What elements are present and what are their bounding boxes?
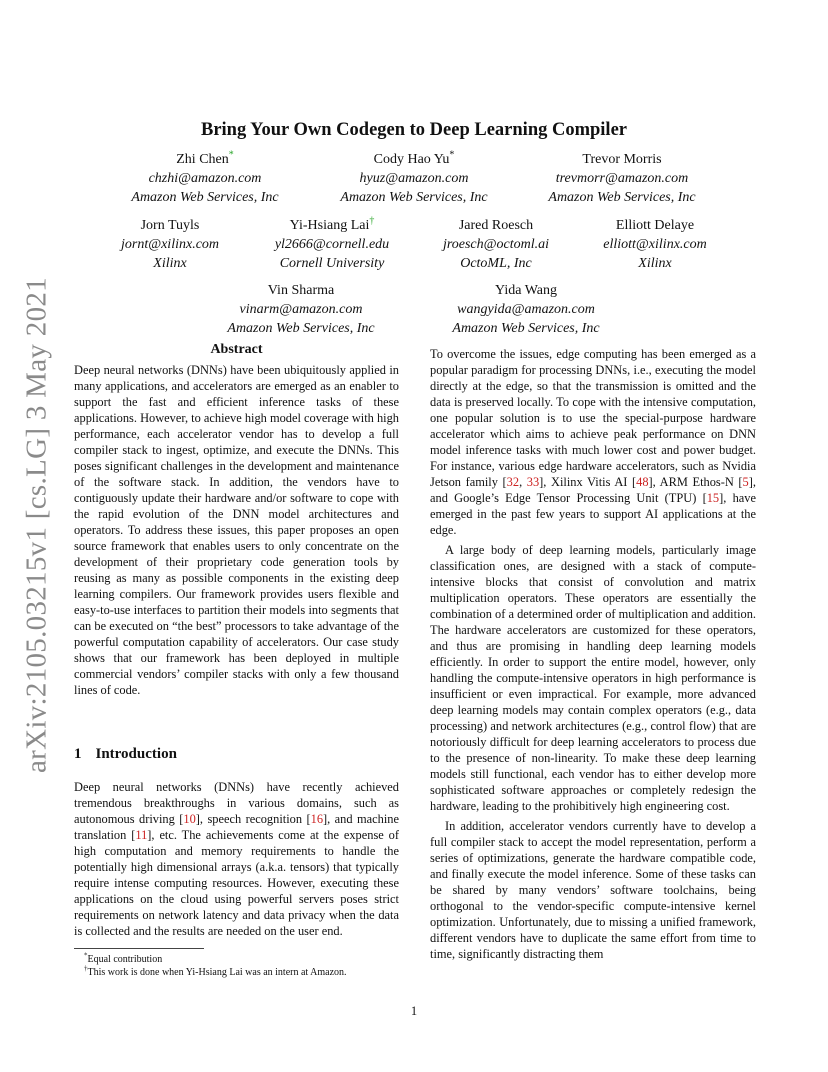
- section-title: Introduction: [95, 746, 177, 762]
- citation-link[interactable]: 32: [506, 475, 520, 489]
- author-name: Yi-Hsiang Lai†: [289, 215, 375, 233]
- citation-link[interactable]: 5: [742, 475, 749, 489]
- author-block: [191, 281, 411, 338]
- author-name: Cody Hao Yu*: [373, 149, 455, 167]
- author-email: trevmorr@amazon.com: [555, 171, 689, 186]
- author-affiliation: Xilinx: [153, 256, 187, 271]
- citation-link[interactable]: 16: [310, 812, 324, 826]
- author-email: vinarm@amazon.com: [239, 302, 363, 317]
- abstract-body: [74, 362, 399, 698]
- citation-link[interactable]: 10: [183, 812, 196, 826]
- arxiv-sidebar-stamp: [14, 277, 60, 773]
- author-email: chzhi@amazon.com: [148, 171, 262, 186]
- author-block: [304, 150, 524, 207]
- author-email: yl2666@cornell.edu: [274, 237, 390, 252]
- author-name: Vin Sharma: [267, 283, 335, 298]
- author-email: jornt@xilinx.com: [120, 237, 220, 252]
- paper-title: Bring Your Own Codegen to Deep Learning Compiler: [200, 120, 627, 140]
- body-paragraph: A large body of deep learning models, particularly image classification ones, are designed with a stack of compute-intensive blocks that consist of convolution and matrix multiplication operators. These operators are essentially the combination of a determined order of multiplication and addition. The hardware accelerators are customized for these operators, and thus are promising in handling deep learning models efficiently. In order to support the entire model, however, only handling the compute-intensive operators in high performance is insufficient or even impractical. For example, more advanced deep learning models may contain complex operators (e.g., data processing) and network architectures (e.g., control flow) that are notoriously difficult for deep learning accelerators to process due to the presence of non-linearity. To make these deep learning models still functional, each vendor has to either develop more sophisticated software approaches or completely redesign the hardware, leading to the prohibitively high engineering cost.: [430, 543, 756, 813]
- author-name: Yida Wang: [495, 283, 557, 298]
- author-block: [416, 281, 636, 338]
- footnote-divider: [74, 948, 204, 949]
- citation-link[interactable]: 15: [706, 491, 720, 505]
- author-affiliation: Amazon Web Services, Inc: [548, 190, 696, 205]
- citation-link[interactable]: 33: [526, 475, 540, 489]
- author-email: hyuz@amazon.com: [359, 171, 469, 186]
- section-number: 1: [74, 746, 82, 762]
- footnote: †This work is done when Yi-Hsiang Lai was an intern at Amazon.: [84, 964, 347, 978]
- intro-paragraph: Deep neural networks (DNNs) have recently achieved tremendous breakthroughs in various domains, such as autonomous driving [10], speech recognition [16], and machine translation [11], etc. The achievements come at the expense of high computation and memory requirements to handle the potentially high dimensional arrays (a.k.a. tensors) that typically require intense computing resources. However, executing these applications on the cloud using powerful servers poses strict requirements on network latency and data privacy when the data is collected and the results are needed on the user end.: [74, 780, 400, 938]
- citation-link[interactable]: 11: [135, 828, 148, 842]
- author-block: [512, 150, 732, 207]
- author-name: Zhi Chen*: [176, 149, 234, 167]
- author-block: [545, 216, 765, 273]
- section-heading: [74, 746, 177, 763]
- abstract-heading: Abstract: [210, 342, 263, 357]
- author-block: [95, 150, 315, 207]
- intro-body: [74, 779, 399, 939]
- body-paragraph: To overcome the issues, edge computing has been emerged as a popular paradigm for processing DNNs, i.e., executing the model directly at the edge, so that the transmission is omitted and the data is preserved locally. To cope with the intensive computation, one popular solution is to use the special-purpose hardware accelerator which aims to achieve peak performance on DNN model inference tasks with much lower cost and power budget. For instance, various edge hardware accelerators, such as Nvidia Jetson family [32, 33], Xilinx Vitis AI [48], ARM Ethos-N [5], and Google’s Edge Tensor Processing Unit (TPU) [15], have emerged in the past few years to support AI applications at the edge.: [430, 347, 756, 537]
- author-name: Jorn Tuyls: [140, 218, 200, 233]
- author-affiliation: Cornell University: [279, 256, 385, 271]
- author-affiliation: Amazon Web Services, Inc: [452, 321, 600, 336]
- author-affiliation: Amazon Web Services, Inc: [227, 321, 375, 336]
- abstract-text: Deep neural networks (DNNs) have been ubiquitously applied in many applications, and accelerators are emerged as an enabler to support the fast and efficient inference tasks of these applications. However, to achieve high model coverage with high performance, each accelerator vendor has to develop a full compiler stack to ingest, optimize, and execute the DNNs. This poses significant challenges in the development and maintenance of the software stack. In addition, the vendors have to contiguously update their hardware and/or software to cope with the rapid evolution of the DNN model architectures and operators. To address these issues, this paper proposes an open source framework that enables users to only concentrate on the development of their proprietary code generation tools by reusing as many as possible components in the existing deep learning compilers. Our framework provides users flexible and easy-to-use interfaces to partition their models into segments that can be executed on “the best” processors to take advantage of the powerful computation capability of accelerators. Our case study shows that our framework has been deployed in multiple commercial vendors’ compiler stacks with only a few thousand lines of code.: [74, 363, 399, 697]
- author-name: Elliott Delaye: [615, 218, 695, 233]
- page-number: 1: [410, 1004, 418, 1018]
- author-email: elliott@xilinx.com: [603, 237, 707, 252]
- footnote: *Equal contribution: [84, 951, 163, 965]
- author-affiliation: OctoML, Inc: [460, 256, 532, 271]
- author-name: Trevor Morris: [582, 152, 662, 167]
- author-email: jroesch@octoml.ai: [442, 237, 550, 252]
- right-column-body: [430, 346, 756, 962]
- author-affiliation: Amazon Web Services, Inc: [340, 190, 488, 205]
- author-name: Jared Roesch: [458, 218, 534, 233]
- footnotes: [84, 953, 404, 979]
- body-paragraph: In addition, accelerator vendors currently have to develop a full compiler stack to accept the model representation, perform a series of optimizations, generate the hardware compatible code, and finally execute the model inference. Some of these tasks can be shared by many vendors’ software toolchains, being orthogonal to the vendor-specific compute-intensive kernel optimization. Unfortunately, due to missing a unified framework, different vendors have to duplicate the same effort from time to time, significantly distracting them: [430, 819, 756, 961]
- author-affiliation: Xilinx: [638, 256, 672, 271]
- author-email: wangyida@amazon.com: [457, 302, 595, 317]
- citation-link[interactable]: 48: [636, 475, 649, 489]
- author-affiliation: Amazon Web Services, Inc: [131, 190, 279, 205]
- arxiv-id: arXiv:2105.03215v1 [cs.LG] 3 May 2021: [20, 277, 53, 773]
